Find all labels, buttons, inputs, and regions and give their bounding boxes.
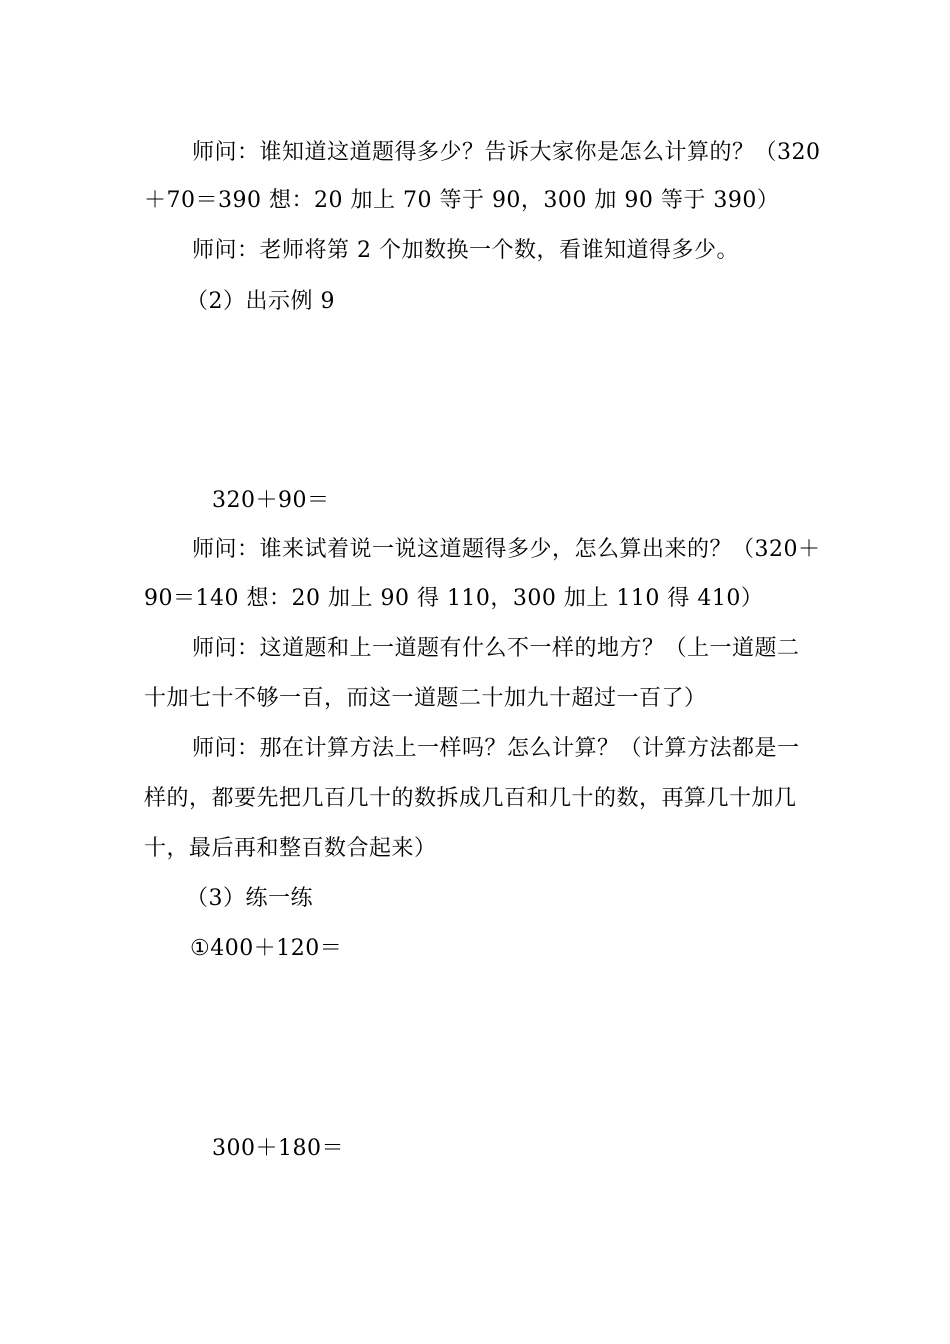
exercise-item: 300＋180＝ [212, 1136, 344, 1161]
paragraph-line: 90＝140 想：20 加上 90 得 110，300 加上 110 得 410） [144, 586, 764, 611]
paragraph-line: 样的，都要先把几百几十的数拆成几百和几十的数，再算几十加几 [144, 786, 797, 811]
paragraph-line: 十加七十不够一百，而这一道题二十加九十超过一百了） [144, 686, 707, 711]
paragraph-line: 十，最后再和整百数合起来） [144, 836, 437, 861]
paragraph-line: 师问：老师将第 2 个加数换一个数，看谁知道得多少。 [192, 238, 739, 263]
section-heading: （2）出示例 9 [186, 289, 335, 314]
paragraph-line: ＋70＝390 想：20 加上 70 等于 90，300 加 90 等于 390） [144, 188, 780, 213]
paragraph-line: 师问：谁知道这道题得多少？告诉大家你是怎么计算的？（320 [192, 140, 821, 165]
section-heading: （3）练一练 [186, 886, 313, 911]
paragraph-line: 师问：谁来试着说一说这道题得多少，怎么算出来的？（320＋ [192, 537, 821, 562]
exercise-item: ①400＋120＝ [190, 936, 343, 961]
paragraph-line: 师问：这道题和上一道题有什么不一样的地方？（上一道题二 [192, 636, 800, 661]
equation: 320＋90＝ [212, 488, 330, 513]
paragraph-line: 师问：那在计算方法上一样吗？怎么计算？（计算方法都是一 [192, 736, 800, 761]
